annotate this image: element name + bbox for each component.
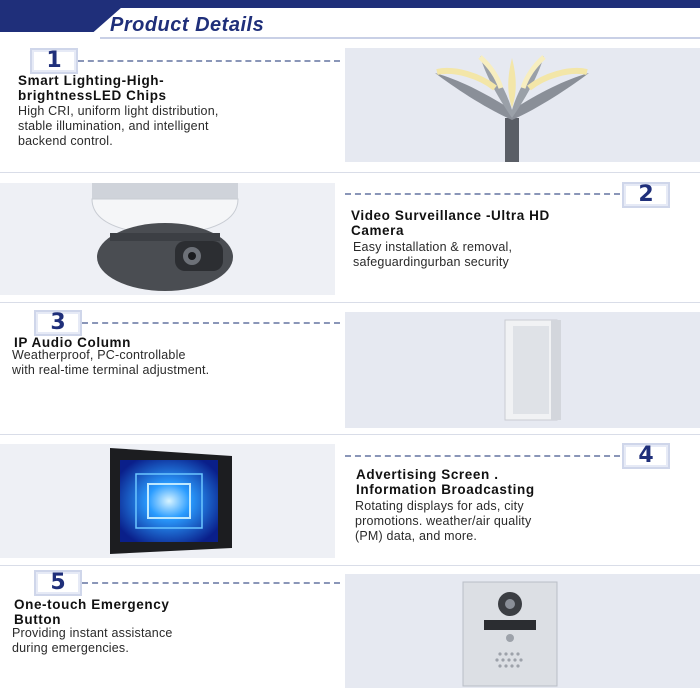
section-3-description: Weatherproof, PC-controllable with real-time terminal adjustment. [12, 348, 210, 377]
section-2-number: 2 [622, 182, 670, 208]
divider-2 [0, 302, 700, 303]
section-5-dashed-line [82, 582, 340, 584]
section-3-image-panel [345, 312, 700, 428]
section-1-image-panel [345, 48, 700, 162]
section-1-dashed-line [78, 60, 340, 62]
section-5-number: 5 [34, 570, 82, 596]
section-2-dashed-line [345, 193, 620, 195]
section-2-description: Easy installation & removal, safeguardingurban security [353, 240, 513, 269]
section-5-title: One-touch Emergency Button [14, 597, 170, 627]
ptz-camera-image [0, 183, 335, 295]
divider-1 [0, 172, 700, 173]
divider-4 [0, 565, 700, 566]
header-underline [100, 37, 700, 39]
page-title: Product Details [110, 14, 265, 36]
section-1-title: Smart Lighting-High- brightnessLED Chips [18, 73, 167, 103]
section-3-number: 3 [34, 310, 82, 336]
section-2-title: Video Surveillance -Ultra HD Camera [351, 208, 550, 238]
section-4-title: Advertising Screen . Information Broadcasting [356, 467, 535, 497]
divider-3 [0, 434, 700, 435]
section-5-image-panel [345, 574, 700, 688]
emergency-button-panel-image [345, 574, 700, 688]
section-1-description: High CRI, uniform light distribution, stable illumination, and intelligent backend control. [18, 104, 219, 148]
section-1-number: 1 [30, 48, 78, 74]
section-4-number: 4 [622, 443, 670, 469]
section-5-description: Providing instant assistance during emergencies. [12, 626, 173, 655]
advertising-screen-image [0, 444, 335, 558]
section-3-title: IP Audio Column [14, 335, 131, 350]
smart-light-pole-image [345, 48, 700, 162]
section-3-dashed-line [82, 322, 340, 324]
ip-audio-column-image [345, 312, 700, 428]
section-4-description: Rotating displays for ads, city promotions. weather/air quality (PM) data, and more. [355, 499, 532, 543]
section-4-dashed-line [345, 455, 620, 457]
section-2-image-panel [0, 183, 335, 295]
section-4-image-panel [0, 444, 335, 558]
